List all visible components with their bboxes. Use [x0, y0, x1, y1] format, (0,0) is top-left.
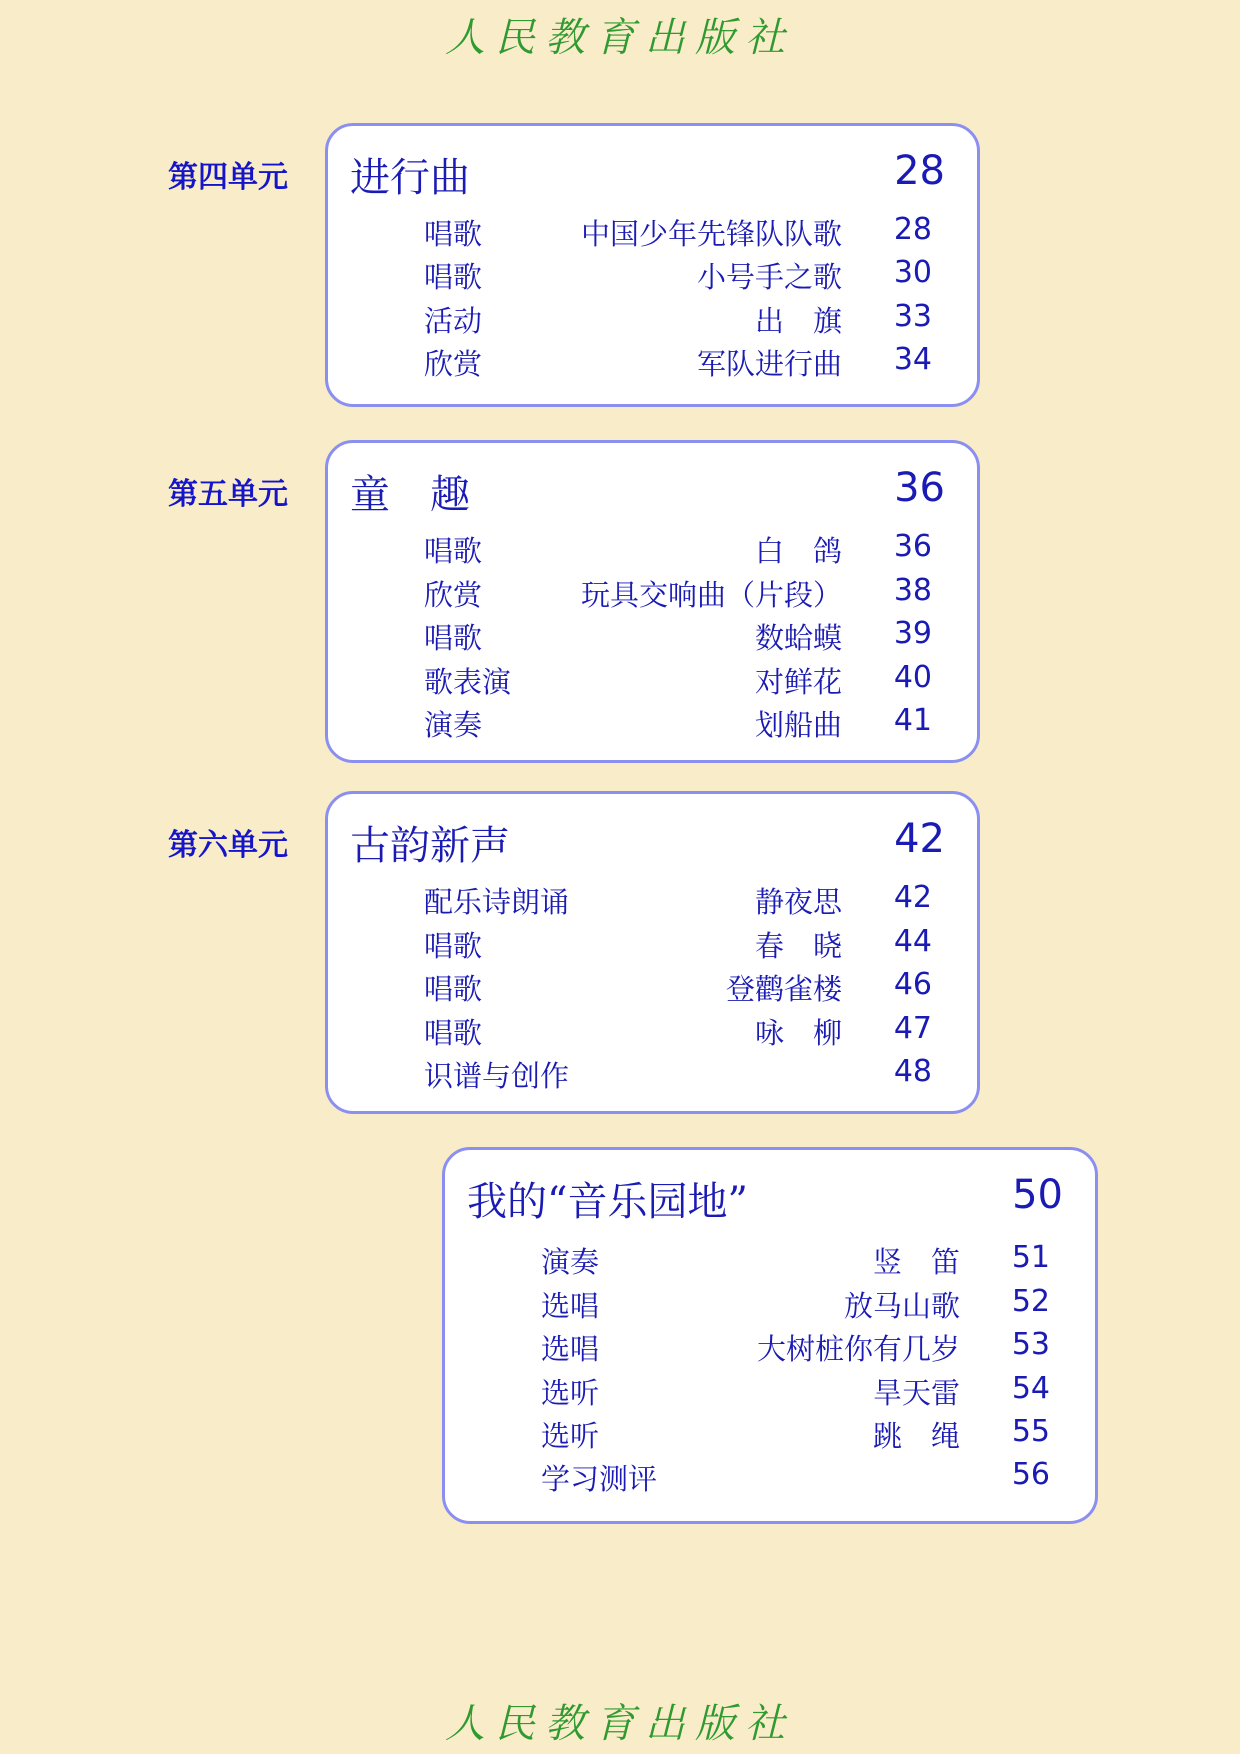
- item-title: 旱天雷: [872, 1376, 960, 1410]
- toc-item[interactable]: [328, 1011, 977, 1051]
- unit-title: 古韵新声: [350, 823, 510, 869]
- unit-box-5: [325, 440, 980, 763]
- item-category: 欣赏: [424, 347, 483, 381]
- item-category: 唱歌: [424, 260, 483, 294]
- item-category: 唱歌: [424, 972, 483, 1006]
- item-page: 53: [1011, 1327, 1050, 1362]
- item-category: 学习测评: [541, 1462, 658, 1496]
- unit-page: 28: [894, 148, 945, 194]
- item-page: 47: [893, 1011, 932, 1046]
- item-title: 竖 笛: [872, 1245, 960, 1279]
- toc-item[interactable]: [328, 255, 977, 295]
- toc-item[interactable]: [328, 212, 977, 252]
- toc-item[interactable]: [328, 616, 977, 656]
- toc-item[interactable]: [445, 1371, 1095, 1411]
- unit-page: 42: [894, 816, 945, 862]
- item-title: 玩具交响曲（片段）: [580, 578, 842, 612]
- item-title: 出 旗: [754, 304, 842, 338]
- item-category: 选唱: [541, 1332, 600, 1366]
- item-page: 33: [893, 299, 932, 334]
- item-category: 唱歌: [424, 1016, 483, 1050]
- toc-item[interactable]: [445, 1414, 1095, 1454]
- garden-page: 50: [1012, 1172, 1063, 1218]
- item-category: 选听: [541, 1376, 600, 1410]
- toc-item[interactable]: [328, 573, 977, 613]
- item-title: 静夜思: [754, 885, 842, 919]
- unit-label-4: 第四单元: [168, 160, 288, 195]
- item-page: 44: [893, 924, 932, 959]
- item-title: 军队进行曲: [696, 347, 842, 381]
- unit-page: 36: [894, 465, 945, 511]
- unit-title: 进行曲: [350, 155, 470, 201]
- item-category: 唱歌: [424, 217, 483, 251]
- item-page: 42: [893, 880, 932, 915]
- unit-title: 童 趣: [350, 472, 470, 518]
- toc-item[interactable]: [328, 703, 977, 743]
- item-page: 48: [893, 1054, 932, 1089]
- item-title: 春 晓: [754, 929, 842, 963]
- unit-box-6: [325, 791, 980, 1114]
- item-page: 36: [893, 529, 932, 564]
- item-category: 活动: [424, 304, 483, 338]
- item-page: 34: [893, 342, 932, 377]
- item-title: 登鹳雀楼: [725, 972, 842, 1006]
- publisher-logo-bottom: 人民教育出版社: [445, 1701, 795, 1747]
- item-page: 41: [893, 703, 932, 738]
- toc-item[interactable]: [445, 1284, 1095, 1324]
- item-page: 51: [1011, 1240, 1050, 1275]
- item-category: 唱歌: [424, 621, 483, 655]
- item-page: 38: [893, 573, 932, 608]
- item-title: 划船曲: [754, 708, 842, 742]
- item-title: 对鲜花: [754, 665, 842, 699]
- item-title: 放马山歌: [843, 1289, 960, 1323]
- unit-label-5: 第五单元: [168, 477, 288, 512]
- item-category: 选唱: [541, 1289, 600, 1323]
- item-title: 大树桩你有几岁: [756, 1332, 960, 1366]
- toc-item[interactable]: [328, 342, 977, 382]
- item-category: 配乐诗朗诵: [424, 885, 570, 919]
- item-category: 歌表演: [424, 665, 512, 699]
- unit-label-6: 第六单元: [168, 828, 288, 863]
- toc-item[interactable]: [445, 1327, 1095, 1367]
- item-category: 演奏: [424, 708, 483, 742]
- item-page: 30: [893, 255, 932, 290]
- toc-item[interactable]: [328, 660, 977, 700]
- toc-item[interactable]: [328, 880, 977, 920]
- item-page: 55: [1011, 1414, 1050, 1449]
- toc-item[interactable]: [328, 529, 977, 569]
- item-title: 跳 绳: [872, 1419, 960, 1453]
- item-page: 39: [893, 616, 932, 651]
- toc-item[interactable]: [328, 299, 977, 339]
- item-category: 唱歌: [424, 534, 483, 568]
- item-category: 演奏: [541, 1245, 600, 1279]
- item-title: 咏 柳: [754, 1016, 842, 1050]
- unit-box-4: [325, 123, 980, 407]
- item-page: 28: [893, 212, 932, 247]
- toc-item[interactable]: [328, 924, 977, 964]
- item-category: 唱歌: [424, 929, 483, 963]
- item-page: 46: [893, 967, 932, 1002]
- toc-item[interactable]: [328, 967, 977, 1007]
- item-page: 52: [1011, 1284, 1050, 1319]
- item-title: 中国少年先锋队队歌: [580, 217, 842, 251]
- item-title: 数蛤蟆: [754, 621, 842, 655]
- item-page: 40: [893, 660, 932, 695]
- item-category: 识谱与创作: [424, 1059, 570, 1093]
- toc-item[interactable]: [445, 1457, 1095, 1497]
- item-page: 56: [1011, 1457, 1050, 1492]
- item-title: 白 鸽: [754, 534, 842, 568]
- item-category: 欣赏: [424, 578, 483, 612]
- item-page: 54: [1011, 1371, 1050, 1406]
- publisher-logo-top: 人民教育出版社: [445, 15, 795, 61]
- garden-box: [442, 1147, 1098, 1524]
- garden-title: 我的“音乐园地”: [467, 1179, 748, 1225]
- item-title: 小号手之歌: [696, 260, 842, 294]
- toc-item[interactable]: [328, 1054, 977, 1094]
- toc-item[interactable]: [445, 1240, 1095, 1280]
- item-category: 选听: [541, 1419, 600, 1453]
